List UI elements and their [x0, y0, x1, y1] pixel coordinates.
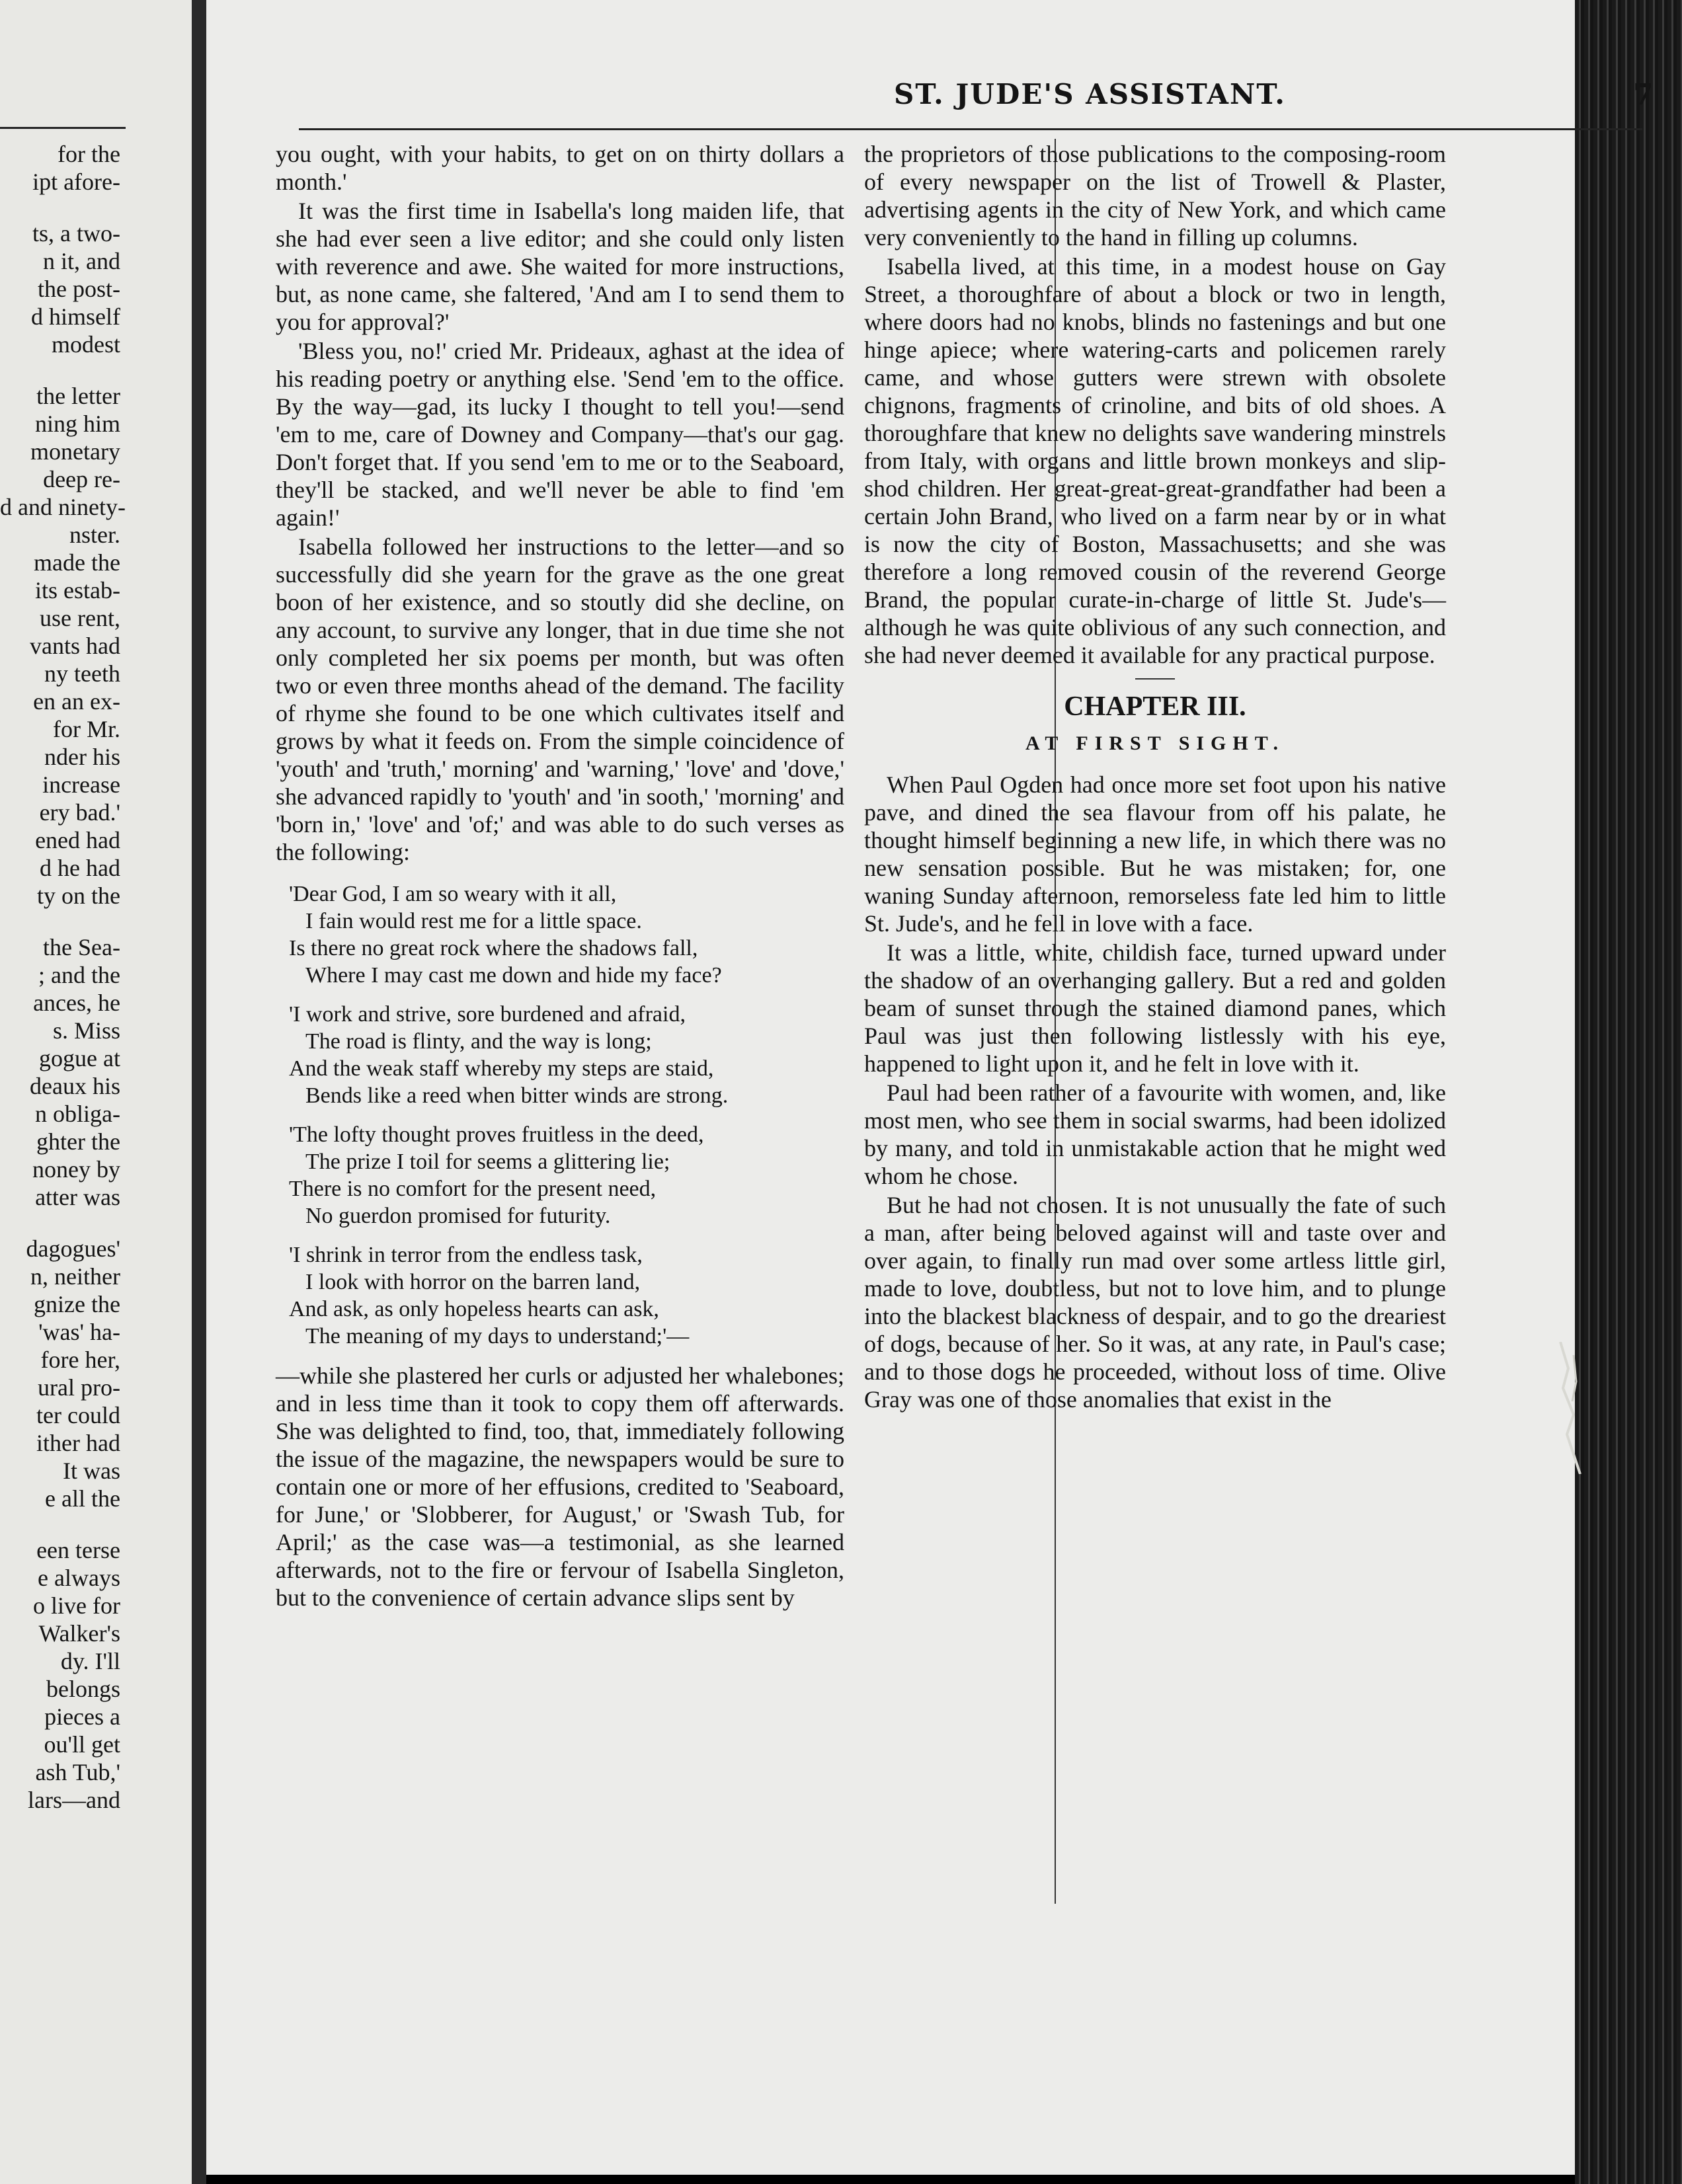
previous-page-line: n it, and — [43, 248, 120, 274]
left-column — [276, 140, 844, 1613]
poem — [276, 880, 844, 1350]
previous-page-line: deep re- — [43, 466, 120, 492]
previous-page-line — [0, 1211, 120, 1235]
previous-page-line: ty on the — [37, 882, 120, 909]
poem-line: I fain would rest me for a little space. — [305, 909, 642, 933]
poem-line: The meaning of my days to understand;'— — [305, 1324, 690, 1348]
paragraph: But he had not chosen. It is not unusually the fate of such a man, after being beloved against will and taste over and over again, to finally run mad over some artless little girl, made to love, doubtless, but not to love him, and to plunge into the blackest blackness of despair, and to go the dreariest of dogs, because of her. So it was, at any rate, in Paul's case; and to those dogs he proceeded, without loss of time. Olive Gray was one of those anomalies that exist in the — [864, 1192, 1446, 1413]
poem-line: No guerdon promised for futurity. — [305, 1204, 611, 1228]
previous-page-line: ter could — [36, 1402, 120, 1428]
paragraph: the proprietors of those publications to the composing-room of every newspaper on the list of Trowell & Plaster, advertising agents in the city of New York, and which came very conveniently to the hand in filling up columns. — [864, 141, 1446, 251]
previous-page-line: ; and the — [38, 962, 120, 988]
previous-page-line: s. Miss — [52, 1017, 120, 1044]
page-edges — [1575, 0, 1682, 2184]
previous-page-line: lars—and — [28, 1787, 120, 1813]
running-header-title: ST. JUDE'S ASSISTANT. — [894, 78, 1286, 110]
previous-page-line: ts, a two- — [32, 220, 120, 247]
paragraph: Isabella lived, at this time, in a modest house on Gay Street, a thoroughfare of about a block or two in length, where doors had no knobs, blinds no fastenings and but one hinge apiece; where watering-carts and policemen rarely came, and whose gutters were strewn with obsolete chignons, fragments of crinoline, and bits of old shoes. A thoroughfare that knew no delights save wandering minstrels from Italy, with organs and little brown monkeys and slip-shod children. Her great-great-great-grandfather had been a certain John Brand, who lived on a farm near by or in what is now the city of Boston, Massachusetts; and she was therefore a long removed cousin of the reverend George Brand, the popular curate-in-charge of little St. Jude's—although he was quite oblivious of any such connection, and she had never deemed it available for any practical purpose. — [864, 253, 1446, 668]
poem-line: I look with horror on the barren land, — [305, 1270, 641, 1294]
paragraph: Paul had been rather of a favourite with women, and, like most men, who see them in social swarms, had been idolized by many, and told in unmistakable action that he might wed whom he chose. — [864, 1079, 1446, 1189]
poem-line: And the weak staff whereby my steps are staid, — [289, 1056, 714, 1081]
previous-page-line: 'was' ha- — [38, 1319, 120, 1345]
previous-page-line: gogue at — [39, 1045, 120, 1072]
previous-page-line: deaux his — [30, 1073, 120, 1099]
previous-page-line: the letter — [36, 383, 120, 409]
paragraph: 'Bless you, no!' cried Mr. Prideaux, aghast at the idea of his reading poetry or anything else. 'Send 'em to the office. By the way—gad, its lucky I thought to tell you!—send 'em to me, care of Downey and Company—that's our gag. Don't forget that. If you send 'em to me or to the Seaboard, they'll be stacked, and we'll never be able to find 'em again!' — [276, 338, 844, 531]
previous-page-line: made the — [34, 549, 120, 576]
poem-stanza — [276, 1241, 844, 1350]
previous-page-line: the post- — [38, 276, 120, 302]
previous-page-line: dagogues' — [26, 1235, 120, 1262]
previous-page-line: fore her, — [40, 1346, 120, 1373]
previous-page-line — [0, 358, 120, 382]
previous-page-header-rule — [0, 127, 126, 129]
poem-line: 'I work and strive, sore burdened and afraid, — [289, 1002, 686, 1027]
poem-line: 'The lofty thought proves fruitless in the deed, — [289, 1122, 704, 1147]
previous-page-line: the Sea- — [43, 934, 120, 960]
previous-page-line: ither had — [36, 1430, 120, 1456]
previous-page-line: ou'll get — [44, 1731, 120, 1758]
poem-line: The prize I toil for seems a glittering lie; — [305, 1150, 670, 1174]
previous-page-line: gnize the — [34, 1291, 120, 1317]
previous-page-line: modest — [52, 331, 120, 358]
paragraph: you ought, with your habits, to get on on thirty dollars a month.' — [276, 141, 844, 195]
previous-page-line: e all the — [45, 1485, 120, 1512]
previous-page-line — [0, 196, 120, 219]
page-tear-mark — [1554, 1342, 1593, 1474]
poem-stanza — [276, 1121, 844, 1229]
previous-page-line: monetary — [30, 438, 120, 465]
previous-page-line: ery bad.' — [39, 799, 120, 826]
previous-page-line: e always — [38, 1565, 120, 1591]
poem-stanza — [276, 880, 844, 989]
poem-line: 'Dear God, I am so weary with it all, — [289, 882, 617, 906]
poem-line: Is there no great rock where the shadows fall, — [289, 936, 698, 960]
previous-page-line: nder his — [44, 744, 120, 770]
previous-page-line: ances, he — [33, 990, 120, 1016]
section-ornament-rule — [1135, 678, 1175, 680]
previous-page-line: ened had — [35, 827, 120, 853]
previous-page-line: noney by — [32, 1156, 120, 1183]
previous-page-line: nster. — [69, 522, 120, 548]
previous-page-line: increase — [42, 771, 120, 798]
poem-line: There is no comfort for the present need, — [289, 1177, 657, 1201]
previous-page — [0, 0, 192, 2184]
poem-line: 'I shrink in terror from the endless task, — [289, 1243, 643, 1267]
previous-page-line: ghter the — [36, 1128, 120, 1155]
previous-page-line: its estab- — [35, 577, 120, 604]
previous-page-line: Walker's — [38, 1620, 120, 1647]
previous-page-line: vants had — [30, 633, 120, 659]
previous-page-line: ash Tub,' — [35, 1759, 120, 1785]
right-column — [864, 140, 1446, 1415]
previous-page-line: o live for — [33, 1592, 120, 1619]
previous-page-line: d he had — [40, 855, 120, 881]
previous-page-line: for Mr. — [53, 716, 120, 742]
poem-stanza — [276, 1001, 844, 1109]
paragraph: When Paul Ogden had once more set foot upon his native pave, and dined the sea flavour from off his palate, he thought himself beginning a new life, in which there was no new sensation possible. But he was mistaken; for, one waning Sunday afternoon, remorseless fate led him to little St. Jude's, and he fell in love with a face. — [864, 771, 1446, 937]
previous-page-line: en an ex- — [33, 688, 120, 715]
previous-page-line: pieces a — [44, 1703, 120, 1730]
previous-page-line: ning him — [34, 410, 120, 437]
previous-page-line: n obliga- — [35, 1101, 120, 1127]
previous-page-line — [0, 1512, 120, 1536]
header-rule — [299, 128, 1642, 130]
poem-line: Bends like a reed when bitter winds are strong. — [305, 1083, 729, 1108]
previous-page-line: belongs — [46, 1676, 120, 1702]
chapter-title: CHAPTER III. — [1064, 691, 1246, 722]
paragraph: —while she plastered her curls or adjusted her whalebones; and in less time than it took to copy them off afterwards. She was delighted to find, too, that, immediately following the issue of the magazine, the newspapers would be sure to contain one or more of her effusions, credited to 'Seaboard, for June,' or 'Slobberer, for August,' or 'Swash Tub, for April;' as the case was—a testimonial, as she learned afterwards, not to the fire or fervour of Isabella Singleton, but to the convenience of certain advance slips sent by — [276, 1362, 844, 1611]
poem-line: And ask, as only hopeless hearts can ask, — [289, 1297, 659, 1321]
previous-page-line: ural pro- — [38, 1374, 120, 1401]
previous-page-line: d and ninety- — [0, 494, 126, 520]
book-page — [206, 0, 1654, 2175]
poem-line: The road is flinty, and the way is long; — [305, 1029, 652, 1054]
previous-page-line: ny teeth — [44, 660, 120, 687]
previous-page-text-fragments — [0, 140, 126, 1814]
poem-line: Where I may cast me down and hide my face? — [305, 963, 722, 988]
book-gutter — [192, 0, 206, 2184]
paragraph: It was the first time in Isabella's long maiden life, that she had ever seen a live editor; and she could only listen with reverence and awe. She waited for more instructions, but, as none came, she faltered, 'And am I to send them to you for approval?' — [276, 198, 844, 335]
previous-page-line: een terse — [36, 1537, 120, 1563]
previous-page-line: atter was — [35, 1184, 120, 1210]
previous-page-line: n, neither — [30, 1263, 120, 1290]
previous-page-line — [0, 910, 120, 933]
previous-page-line: for the — [58, 141, 120, 167]
previous-page-line: dy. I'll — [60, 1648, 120, 1674]
paragraph: It was a little, white, childish face, turned upward under the shadow of an overhanging gallery. But a red and golden beam of sunset through the stained diamond panes, which Paul was just then following listlessly with his eye, happened to light upon it, and he felt in love with it. — [864, 939, 1446, 1077]
previous-page-line: It was — [63, 1458, 120, 1484]
page-number: 7 — [1633, 78, 1654, 112]
previous-page-line: use rent, — [40, 605, 120, 631]
chapter-subtitle: AT FIRST SIGHT. — [1025, 732, 1285, 754]
previous-page-line: d himself — [31, 303, 120, 330]
previous-page-line: ipt afore- — [32, 169, 120, 195]
paragraph: Isabella followed her instructions to the letter—and so successfully did she yearn for the grave as the one great boon of her existence, and so stoutly did she decline, on any account, to survive any longer, that in due time she not only completed her six poems per month, but was often two or even three months ahead of the demand. The facility of rhyme she found to be one which cultivates itself and grows by what it feeds on. From the simple coincidence of 'youth' and 'truth,' morning' and 'warning,' 'love' and 'dove,' she advanced rapidly to 'youth' and 'in sooth,' 'morning' and 'born in,' 'love' and 'of;' and was able to do such verses as the following: — [276, 533, 844, 865]
